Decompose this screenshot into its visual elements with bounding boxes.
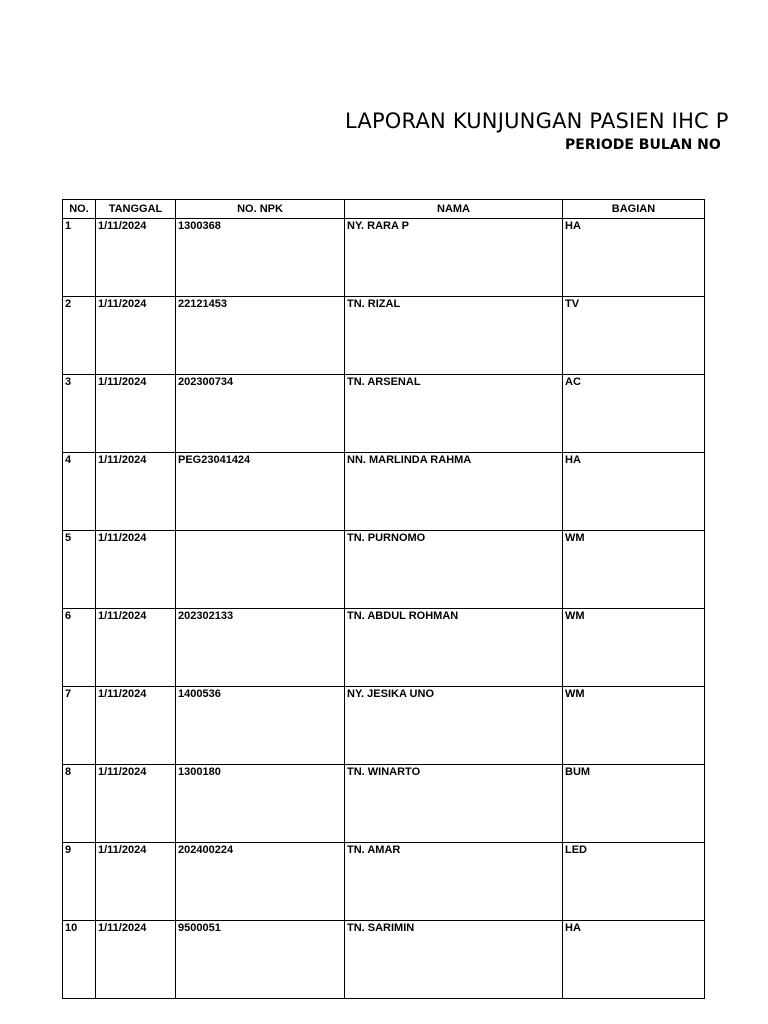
table-row bbox=[63, 609, 705, 687]
cell-nama: TN. PURNOMO bbox=[345, 531, 563, 609]
cell-tanggal: 1/11/2024 bbox=[96, 375, 176, 453]
report-title: LAPORAN KUNJUNGAN PASIEN IHC P bbox=[345, 109, 729, 133]
cell-bagian: WM bbox=[563, 609, 705, 687]
cell-bagian: AC bbox=[563, 375, 705, 453]
cell-nama: TN. AMAR bbox=[345, 843, 563, 921]
table-row bbox=[63, 453, 705, 531]
header-no-npk: NO. NPK bbox=[176, 200, 345, 219]
cell-tanggal: 1/11/2024 bbox=[96, 609, 176, 687]
cell-tanggal: 1/11/2024 bbox=[96, 921, 176, 999]
cell-no-npk: 202300734 bbox=[176, 375, 345, 453]
cell-no-npk: 9500051 bbox=[176, 921, 345, 999]
cell-tanggal: 1/11/2024 bbox=[96, 531, 176, 609]
cell-no: 9 bbox=[63, 843, 96, 921]
cell-no: 10 bbox=[63, 921, 96, 999]
table-row bbox=[63, 531, 705, 609]
table-row bbox=[63, 921, 705, 999]
cell-nama: NY. JESIKA UNO bbox=[345, 687, 563, 765]
header-bagian: BAGIAN bbox=[563, 200, 705, 219]
cell-tanggal: 1/11/2024 bbox=[96, 453, 176, 531]
cell-nama: NN. MARLINDA RAHMA bbox=[345, 453, 563, 531]
cell-no: 5 bbox=[63, 531, 96, 609]
visit-table bbox=[62, 199, 705, 999]
cell-bagian: HA bbox=[563, 453, 705, 531]
cell-bagian: LED bbox=[563, 843, 705, 921]
cell-no-npk: 202400224 bbox=[176, 843, 345, 921]
table-row bbox=[63, 375, 705, 453]
cell-bagian: TV bbox=[563, 297, 705, 375]
cell-tanggal: 1/11/2024 bbox=[96, 765, 176, 843]
cell-no: 3 bbox=[63, 375, 96, 453]
cell-no-npk: 202302133 bbox=[176, 609, 345, 687]
cell-no: 4 bbox=[63, 453, 96, 531]
table-header-row bbox=[63, 200, 705, 219]
cell-nama: TN. WINARTO bbox=[345, 765, 563, 843]
table-row bbox=[63, 843, 705, 921]
cell-nama: TN. ARSENAL bbox=[345, 375, 563, 453]
cell-no-npk: PEG23041424 bbox=[176, 453, 345, 531]
cell-no-npk: 22121453 bbox=[176, 297, 345, 375]
table-row bbox=[63, 765, 705, 843]
cell-nama: TN. ABDUL ROHMAN bbox=[345, 609, 563, 687]
cell-bagian: WM bbox=[563, 531, 705, 609]
cell-no: 6 bbox=[63, 609, 96, 687]
header-nama: NAMA bbox=[345, 200, 563, 219]
header-tanggal: TANGGAL bbox=[96, 200, 176, 219]
cell-no: 2 bbox=[63, 297, 96, 375]
cell-bagian: HA bbox=[563, 219, 705, 297]
report-period: PERIODE BULAN NO bbox=[565, 137, 721, 153]
cell-no: 8 bbox=[63, 765, 96, 843]
cell-no: 7 bbox=[63, 687, 96, 765]
cell-tanggal: 1/11/2024 bbox=[96, 219, 176, 297]
cell-nama: NY. RARA P bbox=[345, 219, 563, 297]
cell-tanggal: 1/11/2024 bbox=[96, 297, 176, 375]
cell-no-npk: 1300180 bbox=[176, 765, 345, 843]
cell-nama: TN. RIZAL bbox=[345, 297, 563, 375]
cell-tanggal: 1/11/2024 bbox=[96, 843, 176, 921]
cell-no-npk: 1300368 bbox=[176, 219, 345, 297]
cell-bagian: WM bbox=[563, 687, 705, 765]
table-row bbox=[63, 219, 705, 297]
table-row bbox=[63, 297, 705, 375]
cell-tanggal: 1/11/2024 bbox=[96, 687, 176, 765]
cell-bagian: BUM bbox=[563, 765, 705, 843]
cell-nama: TN. SARIMIN bbox=[345, 921, 563, 999]
cell-no: 1 bbox=[63, 219, 96, 297]
visit-table-container bbox=[62, 199, 704, 935]
header-no: NO. bbox=[63, 200, 96, 219]
cell-bagian: HA bbox=[563, 921, 705, 999]
table-row bbox=[63, 687, 705, 765]
cell-no-npk bbox=[176, 531, 345, 609]
cell-no-npk: 1400536 bbox=[176, 687, 345, 765]
